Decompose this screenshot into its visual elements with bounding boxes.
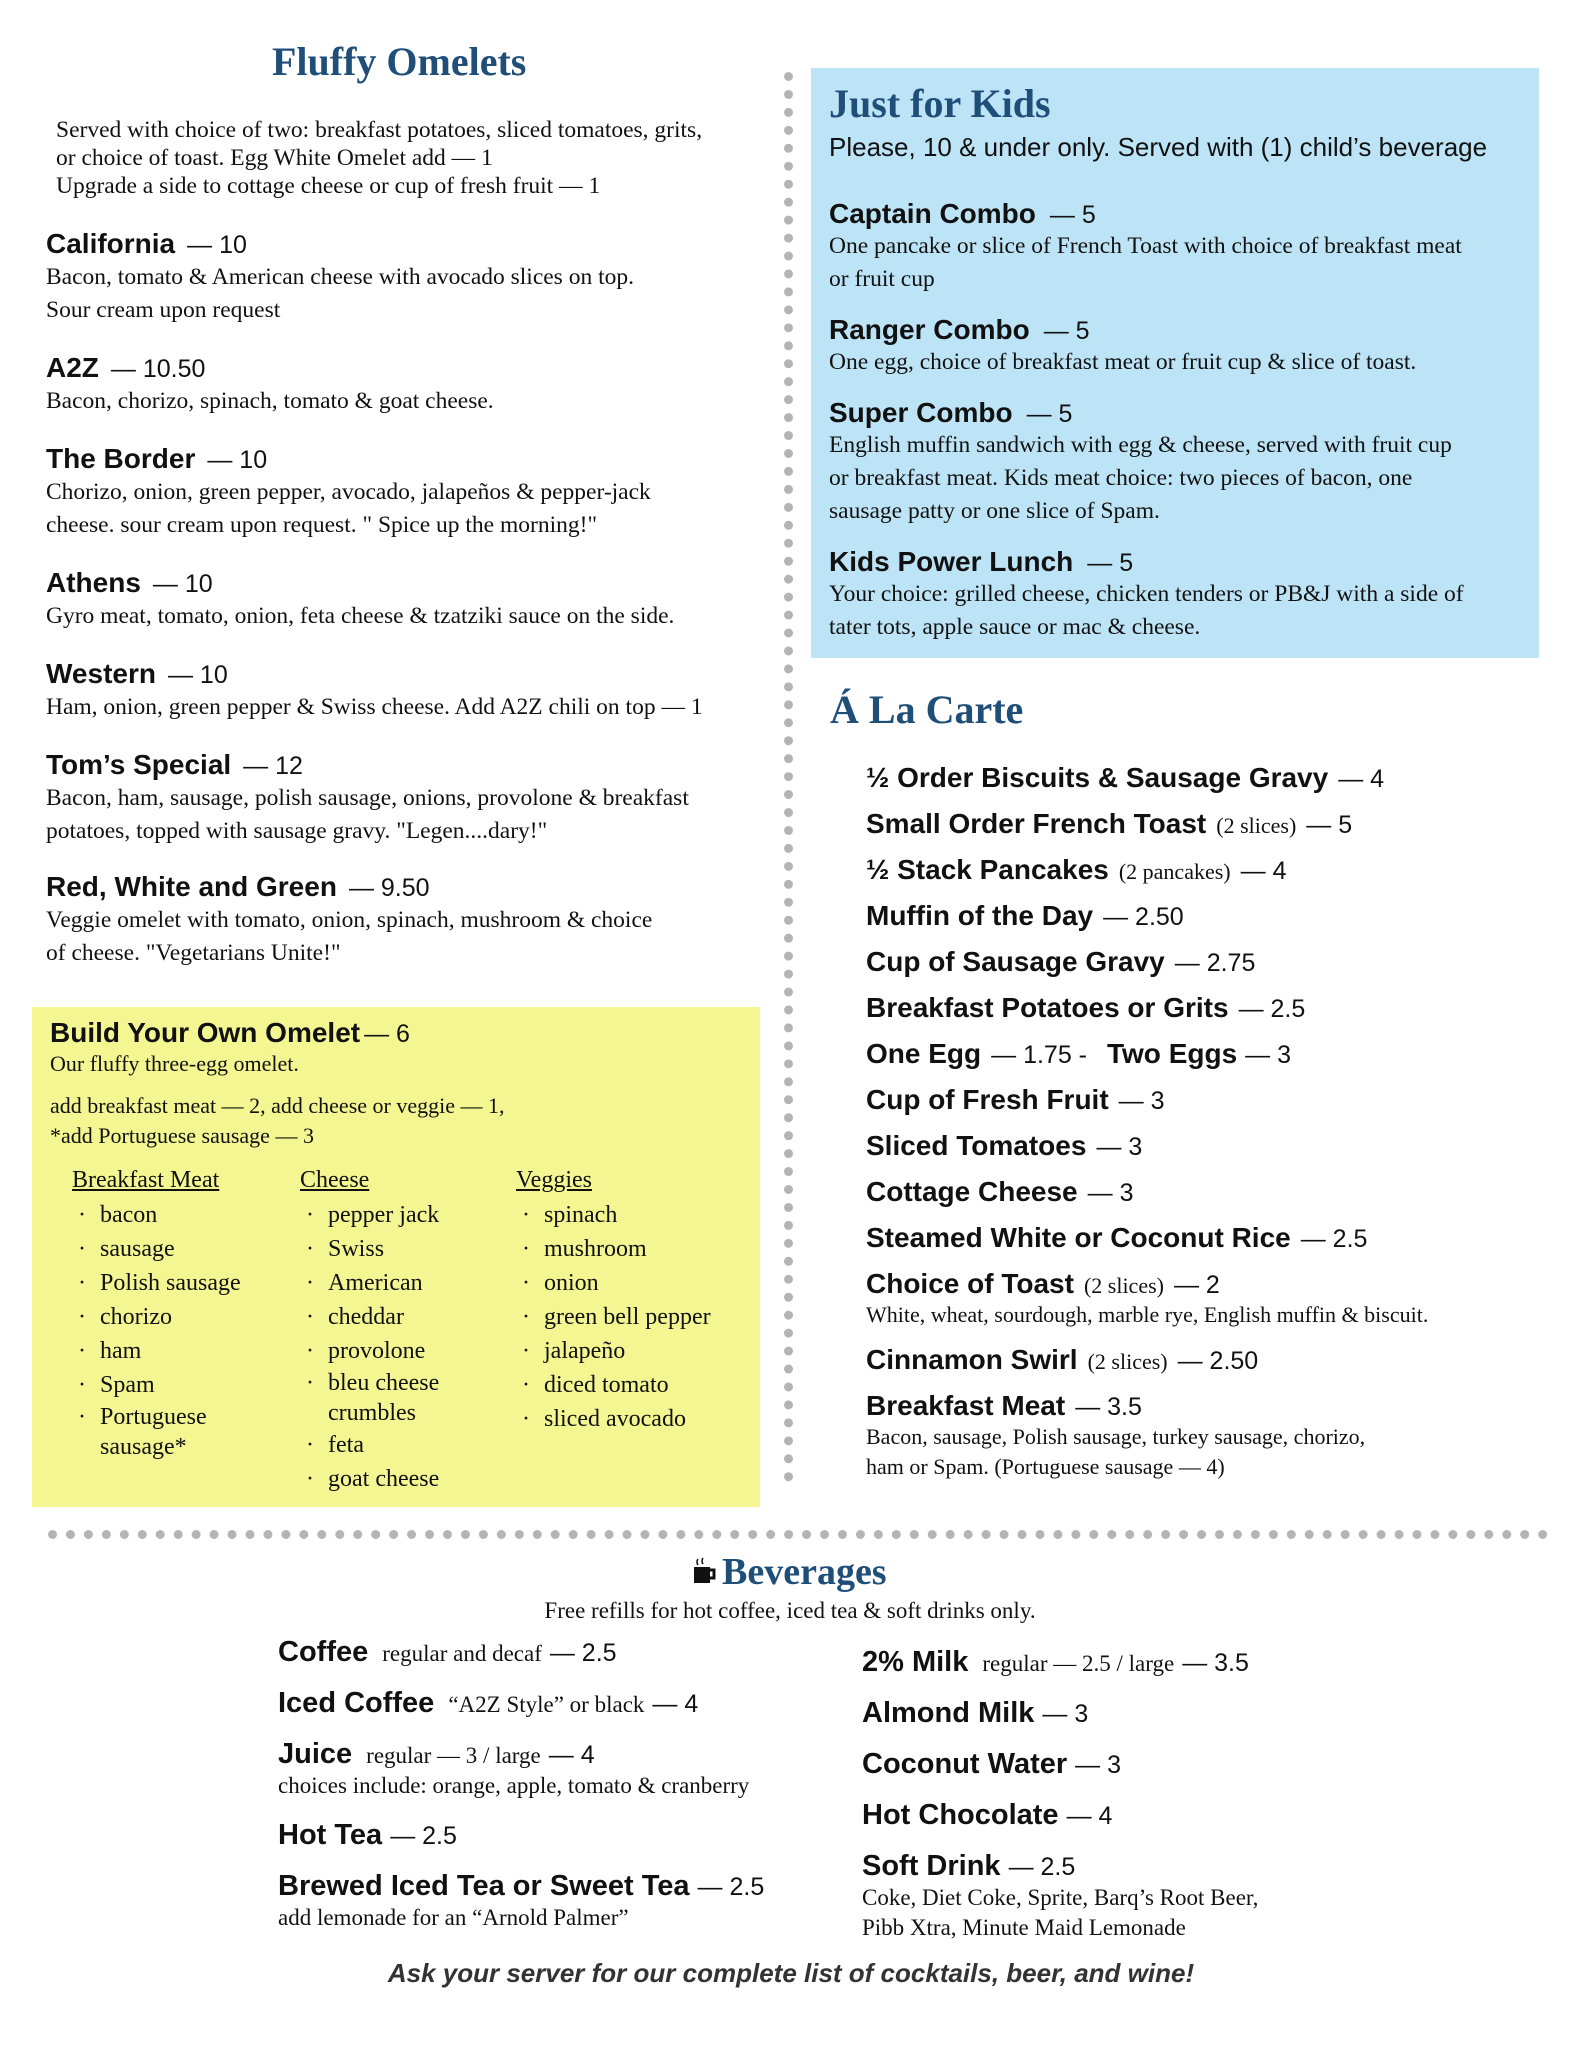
alacarte-list: [866, 762, 1546, 1496]
beverage-name: Juice: [278, 1738, 353, 1770]
byo-option: · American: [300, 1266, 510, 1300]
omelet-item: [46, 228, 776, 326]
beverage-description: [278, 1903, 838, 1933]
byo-column-list: [72, 1198, 282, 1462]
alacarte-price: — 3.5: [1075, 1393, 1142, 1421]
byo-option: · Spam: [72, 1368, 282, 1402]
omelet-name: A2Z: [46, 352, 99, 383]
byo-column: [300, 1167, 510, 1496]
alacarte-description-line: White, wheat, sourdough, marble rye, English muffin & biscuit.: [866, 1302, 1429, 1327]
kids-description: One pancake or slice of French Toast with choice of breakfast meat: [829, 233, 1462, 259]
beverage-description: [278, 1771, 838, 1801]
alacarte-item: [866, 1176, 1546, 1208]
alacarte-item: [866, 900, 1546, 932]
beverages-header: [692, 1550, 887, 1597]
alacarte-name: Sliced Tomatoes: [866, 1130, 1087, 1161]
omelet-name: Tom’s Special: [46, 749, 232, 780]
kids-name: Kids Power Lunch: [829, 546, 1074, 577]
byo-option: · Portuguese sausage*: [72, 1402, 282, 1462]
omelets-intro: [56, 116, 776, 200]
omelet-description: Bacon, ham, sausage, polish sausage, onions, provolone & breakfast: [46, 785, 689, 811]
kids-price: — 5: [1087, 549, 1134, 577]
beverage-item: [278, 1687, 838, 1720]
omelet-description: cheese. sour cream upon request. " Spice up the morning!": [46, 512, 598, 538]
byo-option: · cheddar: [300, 1300, 510, 1334]
kids-description: sausage patty or one slice of Spam.: [829, 498, 1160, 524]
kids-item: [829, 314, 1529, 379]
alacarte-price: — 3: [1096, 1133, 1143, 1161]
alacarte-name: One Egg: [866, 1038, 982, 1069]
omelet-item: [46, 567, 776, 632]
alacarte-item: [866, 854, 1546, 886]
alacarte-name: Muffin of the Day: [866, 900, 1094, 931]
kids-list: [829, 198, 1529, 662]
beverage-description-line: add lemonade for an “Arnold Palmer”: [278, 1905, 629, 1930]
omelet-name: Athens: [46, 567, 141, 598]
omelet-description: Veggie omelet with tomato, onion, spinach, mushroom & choice: [46, 907, 653, 933]
omelet-name: California: [46, 228, 176, 259]
byo-subtitle: Our fluffy three-egg omelet.: [50, 1051, 299, 1076]
kids-item: [829, 546, 1529, 644]
alacarte-item: [866, 1038, 1546, 1070]
alacarte-price: — 2.5: [1300, 1225, 1368, 1253]
alacarte-name: Choice of Toast: [866, 1268, 1074, 1299]
kids-heading: [829, 198, 1529, 230]
omelet-heading: [46, 228, 776, 260]
omelets-intro-line: or choice of toast. Egg White Omelet add — 1: [56, 145, 493, 171]
beverages-right-list: [862, 1646, 1462, 1961]
omelet-description: Gyro meat, tomato, onion, feta cheese & tzatziki sauce on the side.: [46, 603, 675, 629]
byo-addons: [50, 1091, 505, 1151]
byo-option: · Polish sausage: [72, 1266, 282, 1300]
omelets-intro-line: Upgrade a side to cottage cheese or cup of fresh fruit — 1: [56, 173, 601, 199]
omelet-item: [46, 749, 776, 847]
beverage-price: — 4: [652, 1690, 699, 1718]
alacarte-name: ½ Order Biscuits & Sausage Gravy: [866, 762, 1329, 793]
beverage-item: [278, 1870, 838, 1933]
alacarte-name: Steamed White or Coconut Rice: [866, 1222, 1291, 1253]
horizontal-divider: [48, 1530, 1548, 1539]
byo-option: · feta: [300, 1428, 510, 1462]
byo-option: · onion: [516, 1266, 746, 1300]
kids-price: — 5: [1049, 201, 1096, 229]
omelet-item: [46, 443, 776, 541]
byo-option: · Swiss: [300, 1232, 510, 1266]
byo-column-list: [300, 1198, 510, 1496]
vertical-divider: [784, 72, 793, 1482]
beverages-left-list: [278, 1636, 838, 1951]
byo-addon-line: add breakfast meat — 2, add cheese or veggie — 1,: [50, 1093, 505, 1118]
omelet-name: Western: [46, 658, 156, 689]
alacarte-price: — 4: [1240, 857, 1287, 885]
kids-subtitle: Please, 10 & under only. Served with (1) child’s beverage: [829, 132, 1488, 162]
beverage-price: — 2.5: [390, 1822, 457, 1850]
beverage-price: — 3: [1042, 1700, 1089, 1728]
byo-column-heading: Veggies: [516, 1167, 592, 1193]
kids-heading: [829, 314, 1529, 346]
alacarte-price: — 2.5: [1238, 995, 1306, 1023]
beverages-title: Beverages: [722, 1551, 887, 1593]
omelet-price: — 9.50: [348, 874, 430, 902]
beverage-name: Coconut Water: [862, 1748, 1068, 1780]
kids-price: — 5: [1043, 317, 1090, 345]
alacarte-item: [866, 1344, 1546, 1376]
beverage-note: “A2Z Style” or black: [448, 1692, 645, 1717]
beverage-price: — 3.5: [1182, 1649, 1249, 1677]
byo-addon-line: *add Portuguese sausage — 3: [50, 1123, 314, 1148]
alacarte-name: ½ Stack Pancakes: [866, 854, 1109, 885]
byo-columns: [72, 1167, 752, 1497]
omelet-description: Chorizo, onion, green pepper, avocado, jalapeños & pepper-jack: [46, 479, 651, 505]
omelet-name: Red, White and Green: [46, 871, 337, 902]
alacarte-description: [866, 1422, 1546, 1482]
beverage-price: — 4: [548, 1741, 595, 1769]
alacarte-description-line: ham or Spam. (Portuguese sausage — 4): [866, 1454, 1225, 1479]
omelet-item: [46, 352, 776, 417]
beverage-note: regular — 3 / large: [366, 1743, 541, 1768]
alacarte-name: Two Eggs: [1107, 1038, 1238, 1069]
beverage-item: [862, 1748, 1462, 1781]
alacarte-price: — 3: [1118, 1087, 1165, 1115]
byo-option: · sausage: [72, 1232, 282, 1266]
kids-title: Just for Kids: [829, 81, 1051, 126]
beverage-item: [278, 1819, 838, 1852]
byo-price: — 6: [364, 1020, 410, 1048]
beverage-name: Soft Drink: [862, 1850, 1001, 1882]
byo-option: · chorizo: [72, 1300, 282, 1334]
alacarte-title: Á La Carte: [830, 687, 1024, 732]
alacarte-item: [866, 1390, 1546, 1482]
byo-option: · sliced avocado: [516, 1402, 746, 1436]
byo-option: · green bell pepper: [516, 1300, 746, 1334]
byo-column-list: [516, 1198, 746, 1436]
kids-box: [811, 68, 1539, 658]
byo-column: [516, 1167, 746, 1436]
kids-description: or fruit cup: [829, 266, 935, 292]
alacarte-price: — 3: [1087, 1179, 1134, 1207]
alacarte-name: Breakfast Potatoes or Grits: [866, 992, 1229, 1023]
kids-item: [829, 397, 1529, 528]
omelet-price: — 12: [243, 752, 303, 780]
byo-option: · jalapeño: [516, 1334, 746, 1368]
omelet-description: Sour cream upon request: [46, 297, 281, 323]
beverage-price: — 2.5: [1008, 1853, 1076, 1881]
build-your-own-box: [32, 1007, 760, 1507]
alacarte-note: (2 pancakes): [1118, 859, 1231, 884]
beverage-price: — 4: [1066, 1802, 1113, 1830]
byo-option: · bacon: [72, 1198, 282, 1232]
omelet-description: Bacon, chorizo, spinach, tomato & goat cheese.: [46, 388, 494, 414]
alacarte-name: Cottage Cheese: [866, 1176, 1078, 1207]
beverage-description: [862, 1883, 1462, 1943]
byo-column: [72, 1167, 282, 1462]
alacarte-item: [866, 1268, 1546, 1330]
omelet-description: Ham, onion, green pepper & Swiss cheese. Add A2Z chili on top — 1: [46, 694, 703, 720]
kids-description: One egg, choice of breakfast meat or fruit cup & slice of toast.: [829, 349, 1417, 375]
omelet-heading: [46, 443, 776, 475]
kids-description: or breakfast meat. Kids meat choice: two pieces of bacon, one: [829, 465, 1413, 491]
byo-column-heading: Cheese: [300, 1167, 370, 1193]
omelet-description: of cheese. "Vegetarians Unite!": [46, 940, 341, 966]
kids-description: English muffin sandwich with egg & cheese, served with fruit cup: [829, 432, 1452, 458]
byo-option: · bleu cheese crumbles: [300, 1368, 510, 1428]
byo-column-heading: Breakfast Meat: [72, 1167, 220, 1193]
beverage-note: regular and decaf: [382, 1641, 542, 1666]
byo-option: · mushroom: [516, 1232, 746, 1266]
beverage-name: Hot Tea: [278, 1819, 383, 1851]
kids-name: Ranger Combo: [829, 314, 1030, 345]
footer-note: Ask your server for our complete list of cocktails, beer, and wine!: [387, 1958, 1195, 1988]
alacarte-note: (2 slices): [1083, 1273, 1164, 1298]
omelet-list: [46, 228, 776, 995]
beverage-item: [862, 1850, 1462, 1943]
alacarte-description: [866, 1300, 1546, 1330]
alacarte-item: [866, 946, 1546, 978]
beverage-price: — 2.5: [697, 1873, 765, 1901]
omelet-price: — 10: [207, 446, 268, 474]
kids-heading: [829, 546, 1529, 578]
kids-description: tater tots, apple sauce or mac & cheese.: [829, 614, 1201, 640]
alacarte-name: Cup of Fresh Fruit: [866, 1084, 1109, 1115]
kids-item: [829, 198, 1529, 296]
byo-option: · diced tomato: [516, 1368, 746, 1402]
omelet-description: Bacon, tomato & American cheese with avocado slices on top.: [46, 264, 634, 290]
omelet-price: — 10: [167, 661, 228, 689]
beverage-name: 2% Milk: [862, 1646, 969, 1678]
alacarte-item: [866, 992, 1546, 1024]
alacarte-name: Breakfast Meat: [866, 1390, 1066, 1421]
beverage-name: Hot Chocolate: [862, 1799, 1059, 1831]
omelets-title: Fluffy Omelets: [272, 39, 527, 84]
omelet-heading: [46, 352, 776, 384]
byo-title: Build Your Own Omelet: [50, 1017, 361, 1048]
beverage-name: Brewed Iced Tea or Sweet Tea: [278, 1870, 690, 1902]
byo-option: · ham: [72, 1334, 282, 1368]
alacarte-price: — 5: [1306, 811, 1353, 839]
omelet-item: [46, 658, 776, 723]
alacarte-note: (2 slices): [1087, 1349, 1168, 1374]
alacarte-description-line: Bacon, sausage, Polish sausage, turkey sausage, chorizo,: [866, 1424, 1366, 1449]
beverage-item: [862, 1697, 1462, 1730]
alacarte-item: [866, 762, 1546, 794]
alacarte-item: [866, 808, 1546, 840]
byo-option: · pepper jack: [300, 1198, 510, 1232]
beverage-item: [862, 1799, 1462, 1832]
beverage-name: Almond Milk: [862, 1697, 1035, 1729]
beverage-item: [278, 1738, 838, 1801]
beverage-description-line: Pibb Xtra, Minute Maid Lemonade: [862, 1915, 1186, 1940]
beverage-price: — 2.5: [549, 1639, 617, 1667]
beverage-name: Coffee: [278, 1636, 369, 1668]
omelet-description: potatoes, topped with sausage gravy. "Legen....dary!": [46, 818, 548, 844]
beverage-description-line: Coke, Diet Coke, Sprite, Barq’s Root Beer,: [862, 1885, 1259, 1910]
coffee-cup-icon: [692, 1553, 718, 1597]
omelet-heading: [46, 871, 776, 903]
alacarte-item: [866, 1084, 1546, 1116]
beverage-name: Iced Coffee: [278, 1687, 435, 1719]
kids-price: — 5: [1026, 400, 1073, 428]
byo-option: · goat cheese: [300, 1462, 510, 1496]
beverage-note: regular — 2.5 / large: [982, 1651, 1175, 1676]
kids-heading: [829, 397, 1529, 429]
alacarte-price: — 2.50: [1177, 1347, 1259, 1375]
beverage-item: [278, 1636, 838, 1669]
omelet-heading: [46, 658, 776, 690]
alacarte-item: [866, 1130, 1546, 1162]
omelet-price: — 10: [187, 231, 247, 259]
alacarte-price: — 2: [1173, 1271, 1220, 1299]
omelet-price: — 10.50: [110, 355, 206, 383]
alacarte-name: Cinnamon Swirl: [866, 1344, 1078, 1375]
byo-option: · spinach: [516, 1198, 746, 1232]
beverage-price: — 3: [1075, 1751, 1121, 1779]
beverage-description-line: choices include: orange, apple, tomato & cranberry: [278, 1773, 750, 1798]
alacarte-price: — 1.75 -: [991, 1041, 1087, 1069]
alacarte-price: — 4: [1338, 765, 1385, 793]
omelet-item: [46, 871, 776, 969]
beverage-item: [862, 1646, 1462, 1679]
beverages-subtitle: Free refills for hot coffee, iced tea & soft drinks only.: [544, 1598, 1036, 1623]
alacarte-note: (2 slices): [1216, 813, 1297, 838]
alacarte-name: Small Order French Toast: [866, 808, 1207, 839]
omelet-heading: [46, 567, 776, 599]
alacarte-price: — 2.75: [1174, 949, 1256, 977]
omelet-name: The Border: [46, 443, 196, 474]
omelet-price: — 10: [152, 570, 213, 598]
kids-name: Captain Combo: [829, 198, 1036, 229]
alacarte-price: — 3: [1245, 1041, 1292, 1069]
byo-option: · provolone: [300, 1334, 510, 1368]
omelets-intro-line: Served with choice of two: breakfast potatoes, sliced tomatoes, grits,: [56, 117, 703, 143]
alacarte-name: Cup of Sausage Gravy: [866, 946, 1165, 977]
kids-description: Your choice: grilled cheese, chicken tenders or PB&J with a side of: [829, 581, 1464, 607]
kids-name: Super Combo: [829, 397, 1013, 428]
alacarte-price: — 2.50: [1103, 903, 1184, 931]
omelet-heading: [46, 749, 776, 781]
alacarte-item: [866, 1222, 1546, 1254]
